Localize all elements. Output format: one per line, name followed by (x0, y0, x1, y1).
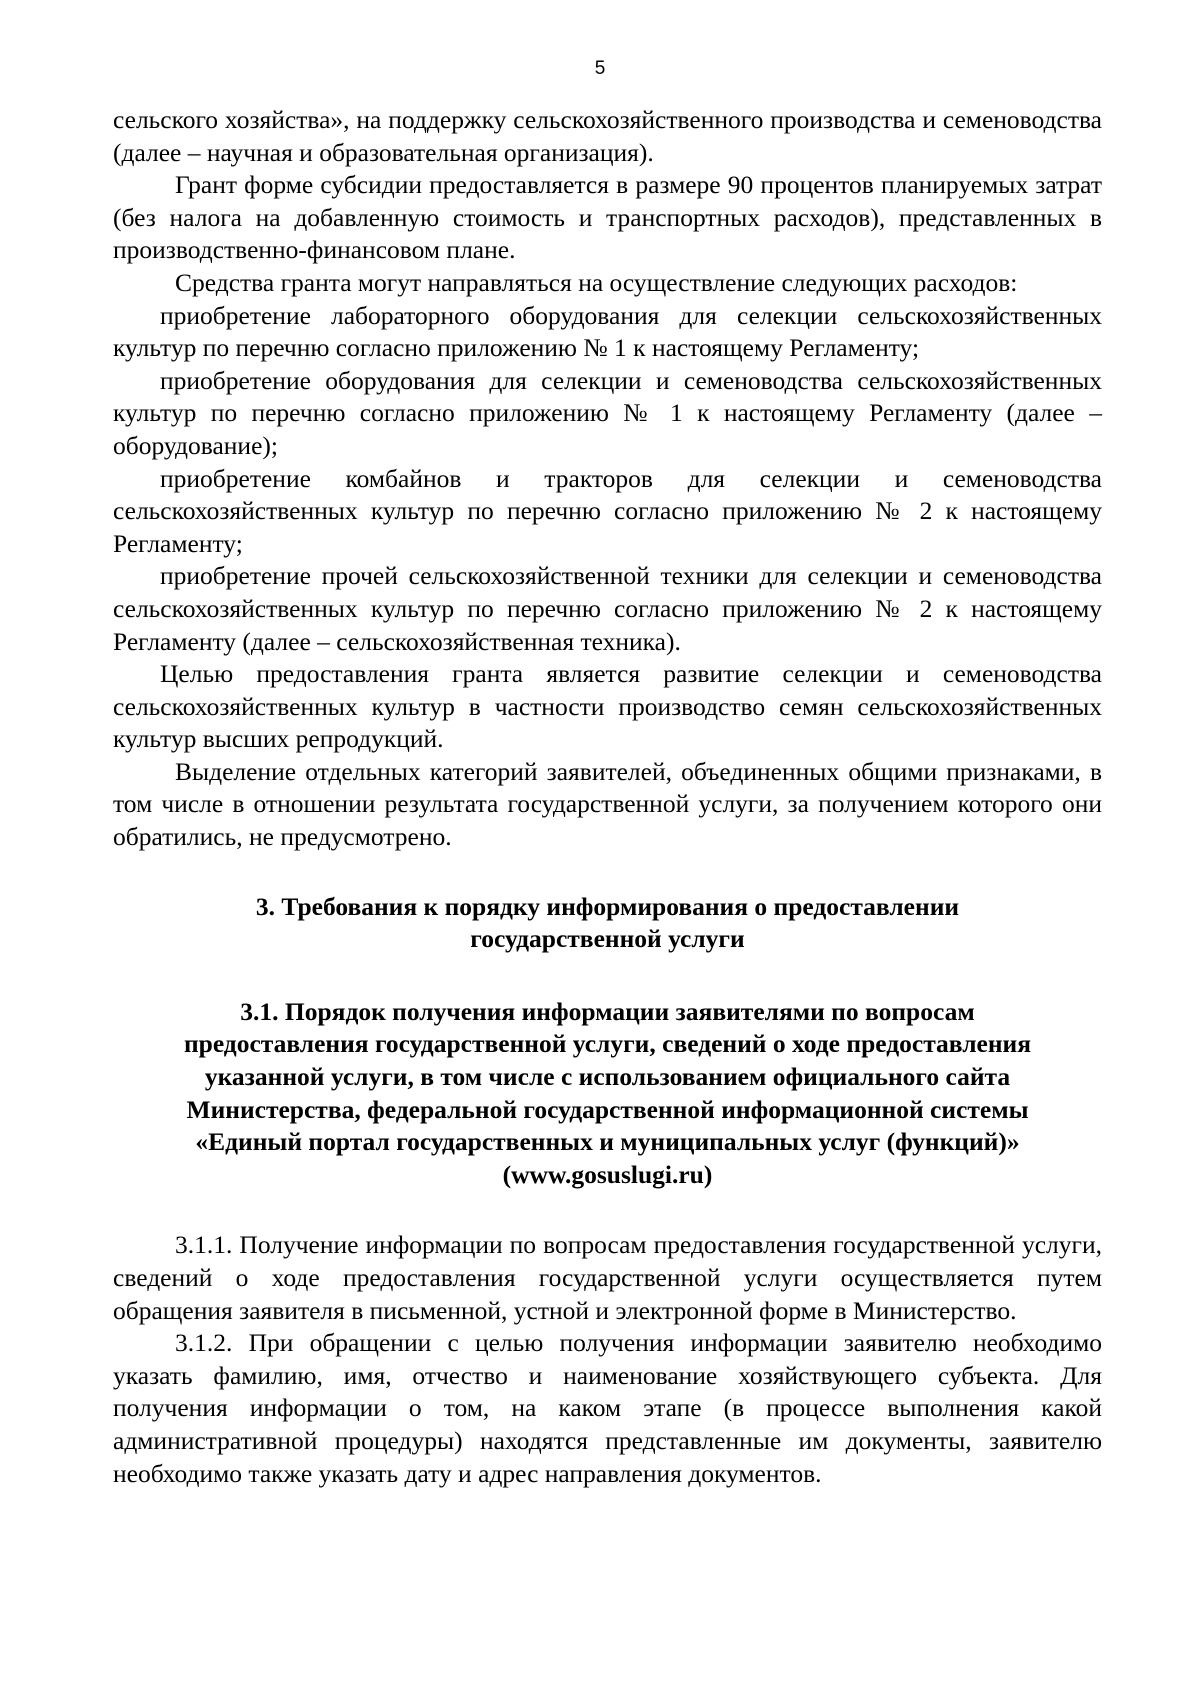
paragraph-grant-expenses-intro: Средства гранта могут направляться на осуществление следующих расходов: (175, 267, 1018, 297)
page-body (113, 104, 1102, 1490)
paragraph-continuation: сельского хозяйства», на поддержку сельскохозяйственного производства и семеноводства (далее – научная и образовательная организация). (113, 105, 1102, 167)
heading-line: указанной услуги, в том числе с использованием официального сайта (204, 1062, 1011, 1092)
paragraph-3-1-1: 3.1.1. Получение информации по вопросам предоставления государственной услуги, сведений о ходе предоставления государственной услуги осуществляется путем обращения заявителя в письменной, устной и электронной форме в Министерство. (113, 1230, 1102, 1325)
heading-line: 3.1. Порядок получения информации заявителями по вопросам (240, 996, 975, 1026)
paragraph-3-1-2: 3.1.2. При обращении с целью получения информации заявителю необходимо указать фамилию, имя, отчество и наименование хозяйствующего субъекта. Для получения информации о том, на каком этапе (в процессе выполнения какой административной процедуры) находятся представленные им документы, заявителю необходимо также указать дату и адрес направления документов. (113, 1328, 1102, 1488)
section-3-heading (113, 891, 1102, 956)
list-item-lab-equipment: приобретение лабораторного оборудования для селекции сельскохозяйственных культур по перечню согласно приложению № 1 к настоящему Регламенту; (113, 300, 1102, 363)
heading-line: (www.gosuslugi.ru) (502, 1159, 713, 1189)
heading-line: Министерства, федеральной государственной информационной системы (186, 1094, 1029, 1124)
list-item-equipment: приобретение оборудования для селекции и семеноводства сельскохозяйственных культур по перечню согласно приложению № 1 к настоящему Регламенту (далее – оборудование); (113, 365, 1102, 460)
heading-line: государственной услуги (470, 924, 745, 954)
page-number: 5 (594, 58, 606, 79)
paragraph-grant-purpose: Целью предоставления гранта является развитие селекции и семеноводства сельскохозяйственных культур в частности производство семян сельскохозяйственных культур высших репродукций. (113, 659, 1102, 754)
list-item-combines-tractors: приобретение комбайнов и тракторов для селекции и семеноводства сельскохозяйственных культур по перечню согласно приложению № 2 к настоящему Регламенту; (113, 463, 1102, 558)
paragraph-applicant-categories: Выделение отдельных категорий заявителей, объединенных общими признаками, в том числе в отношении результата государственной услуги, за получением которого они обратились, не предусмотрено. (113, 756, 1102, 852)
paragraph-grant-amount: Грант форме субсидии предоставляется в размере 90 процентов планируемых затрат (без налога на добавленную стоимость и транспортных расходов), представленных в производственно-финансовом плане. (113, 170, 1102, 265)
heading-line: 3. Требования к порядку информирования о предоставлении (255, 891, 960, 921)
section-3-1-heading (113, 996, 1102, 1192)
heading-line: предоставления государственной услуги, сведений о ходе предоставления (183, 1029, 1032, 1059)
heading-line: «Единый портал государственных и муниципальных услуг (функций)» (195, 1127, 1020, 1157)
list-item-other-machinery: приобретение прочей сельскохозяйственной техники для селекции и семеноводства сельскохозяйственных культур по перечню согласно приложению № 2 к настоящему Регламенту (далее – сельскохозяйственная техника). (113, 561, 1102, 656)
